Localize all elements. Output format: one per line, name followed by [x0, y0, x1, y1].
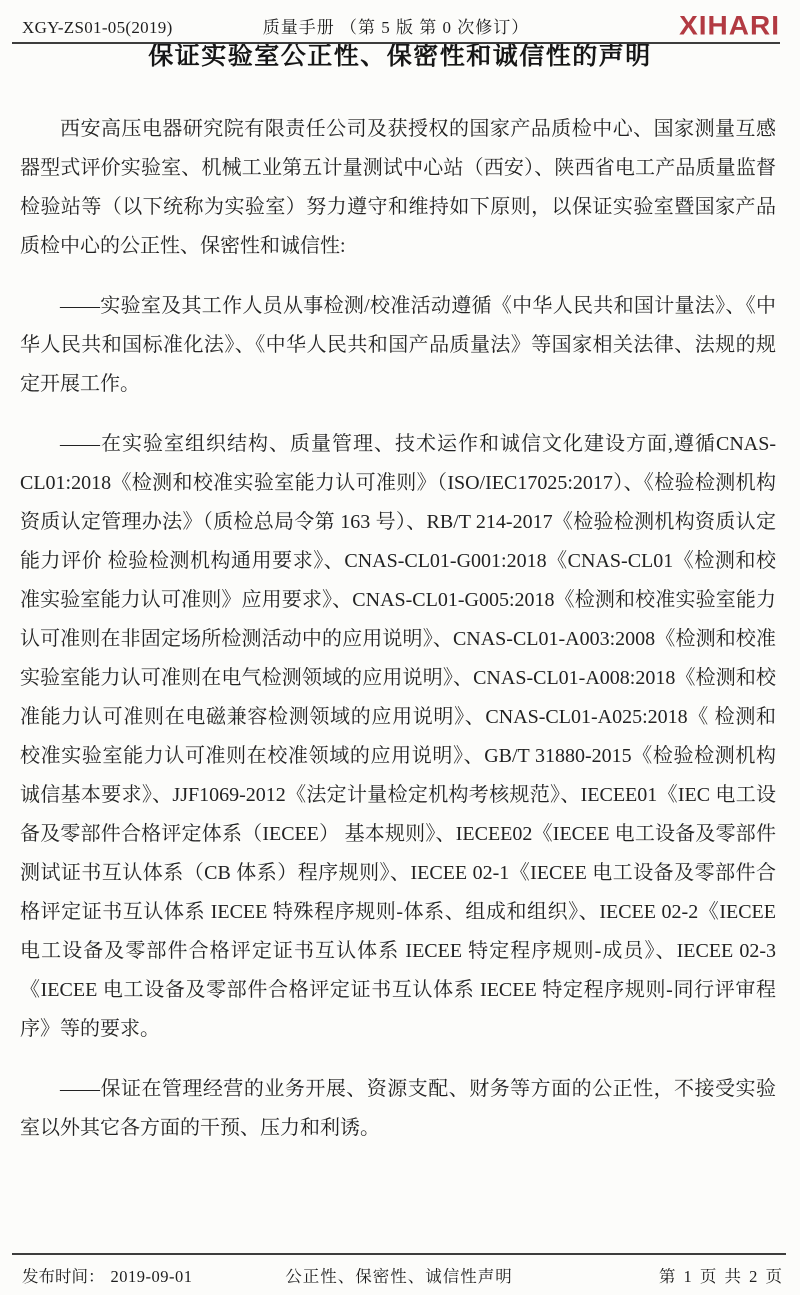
- page-header: [12, 0, 780, 44]
- header-manual-info: 质量手册 （第 5 版 第 0 次修订）: [262, 18, 530, 37]
- paragraph-intro: 西安高压电器研究院有限责任公司及获授权的国家产品质检中心、国家测量互感器型式评价实验室、机械工业第五计量测试中心站（西安）、陕西省电工产品质量监督检验站等（以下统称为实验室）努力遵守和维持如下原则，以保证实验室暨国家产品质检中心的公正性、保密性和诚信性:: [20, 118, 776, 257]
- page-footer: [12, 1253, 786, 1295]
- footer-release-date: 2019-09-01: [110, 1267, 193, 1286]
- footer-release-label: 发布时间：: [22, 1267, 105, 1286]
- document-body: [20, 110, 776, 1148]
- paragraph-laws: ——实验室及其工作人员从事检测/校准活动遵循《中华人民共和国计量法》、《中华人民共和国标准化法》、《中华人民共和国产品质量法》等国家相关法律、法规的规定开展工作。: [20, 295, 776, 395]
- footer-page-number: 第 1 页 共 2 页: [658, 1267, 784, 1286]
- footer-doc-title: 公正性、保密性、诚信性声明: [285, 1267, 513, 1286]
- header-doc-number: XGY-ZS01-05(2019): [22, 18, 173, 37]
- paragraph-standards: ——在实验室组织结构、质量管理、技术运作和诚信文化建设方面,遵循CNAS-CL01:2018《检测和校准实验室能力认可准则》（ISO/IEC17025:2017）、《检验检测机构资质认定管理办法》（质检总局令第 163 号）、RB/T 214-2017《检验检测机构资质认定能力评价 检验检测机构通用要求》、CNAS-CL01-G001:2018《CNAS-CL01《检测和校准实验室能力认可准则》应用要求》、CNAS-CL01-G005:2018《检测和校准实验室能力认可准则在非固定场所检测活动中的应用说明》、CNAS-CL01-A003:2008《检测和校准实验室能力认可准则在电气检测领域的应用说明》、CNAS-CL01-A008:2018《检测和校准能力认可准则在电磁兼容检测领域的应用说明》、CNAS-CL01-A025:2018《 检测和校准实验室能力认可准则在校准领域的应用说明》、GB/T 31880-2015《检验检测机构诚信基本要求》、JJF1069-2012《法定计量检定机构考核规范》、IECEE01《IEC 电工设备及零部件合格评定体系（IECEE） 基本规则》、IECEE02《IECEE 电工设备及零部件测试证书互认体系（CB 体系）程序规则》、IECEE 02-1《IECEE 电工设备及零部件合格评定证书互认体系 IECEE 特殊程序规则-体系、组成和组织》、IECEE 02-2《IECEE 电工设备及零部件合格评定证书互认体系 IECEE 特定程序规则-成员》、IECEE 02-3《IECEE 电工设备及零部件合格评定证书互认体系 IECEE 特定程序规则-同行评审程序》等的要求。: [20, 433, 776, 1040]
- xihari-logo: XIHARI: [679, 10, 780, 41]
- page-title: 保证实验室公正性、保密性和诚信性的声明: [148, 42, 652, 70]
- paragraph-impartiality: ——保证在管理经营的业务开展、资源支配、财务等方面的公正性，不接受实验室以外其它各方面的干预、压力和利诱。: [20, 1078, 776, 1139]
